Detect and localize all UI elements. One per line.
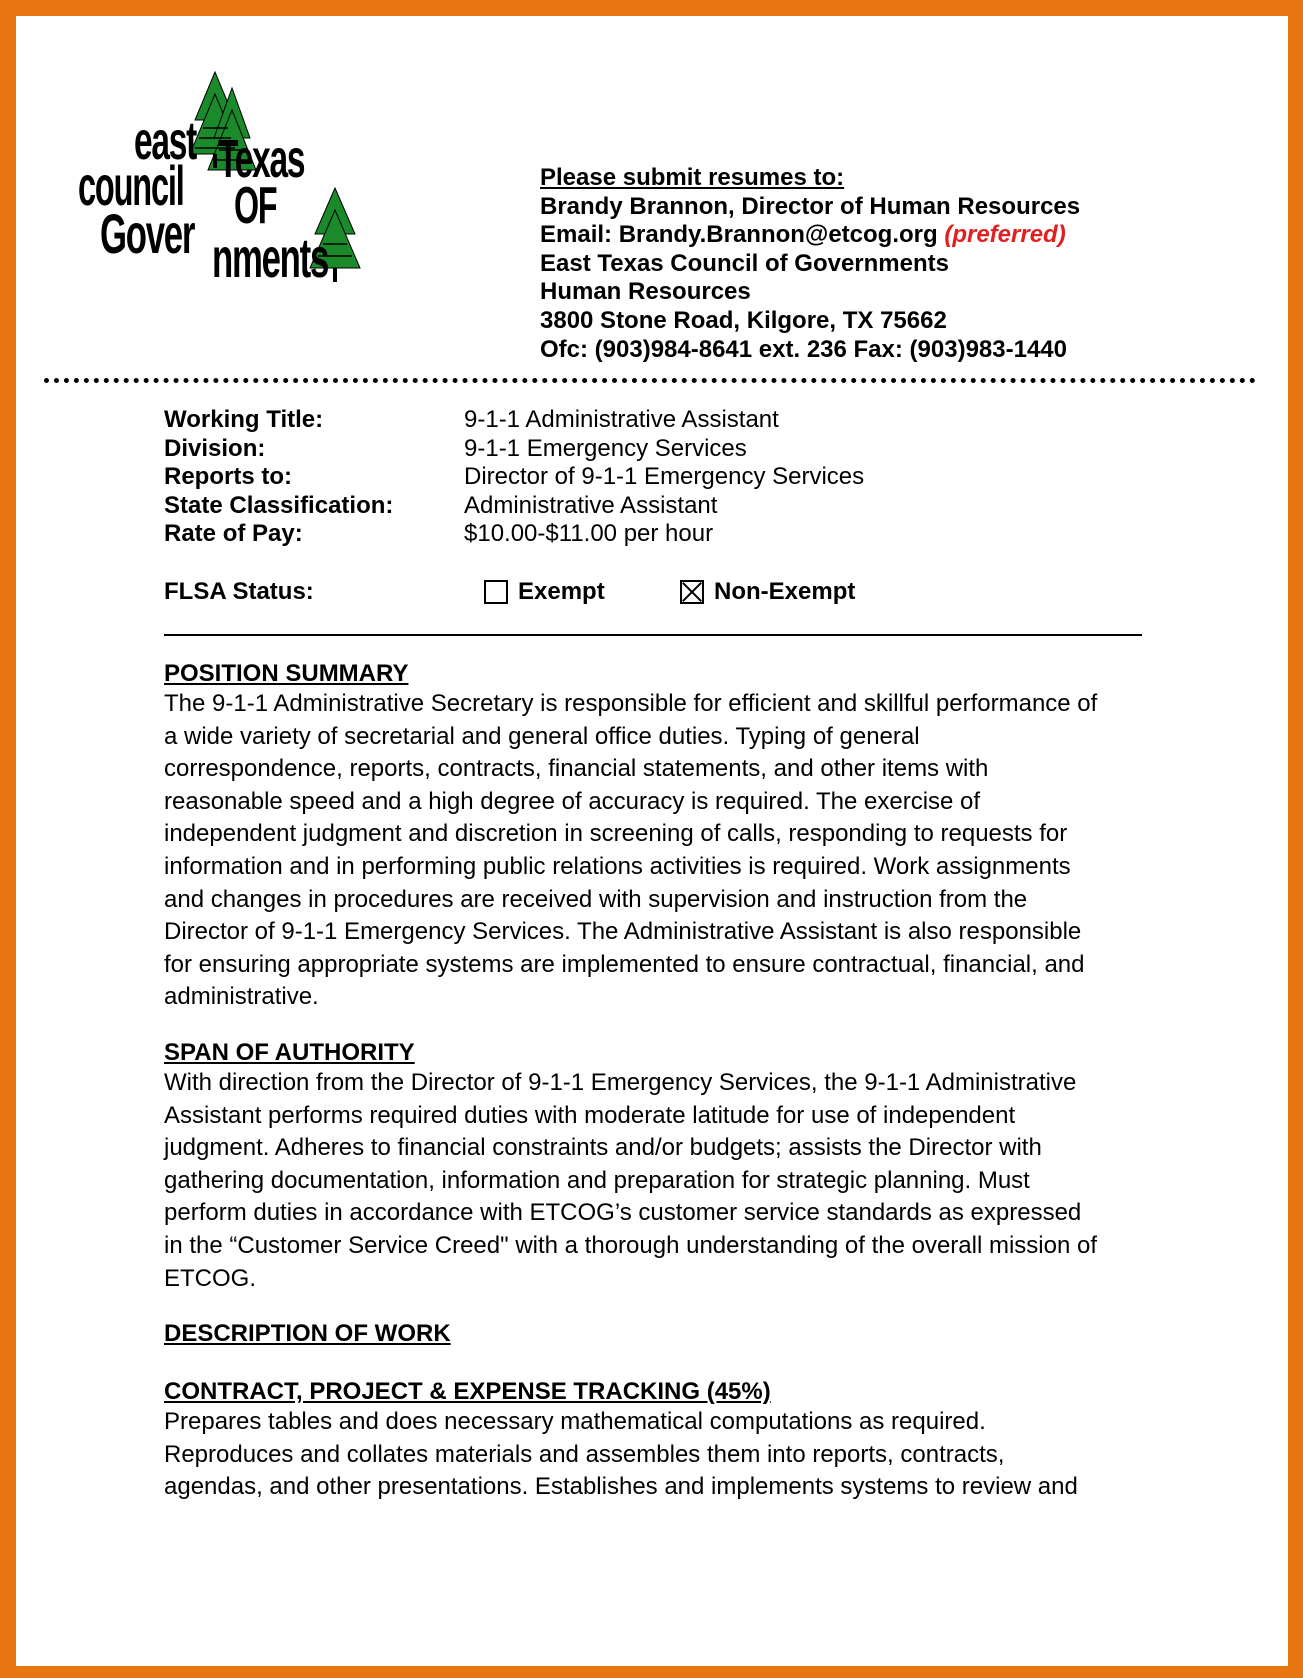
span-of-authority-heading: SPAN OF AUTHORITY: [164, 1039, 415, 1066]
logo-word-gover: Gover: [100, 202, 195, 265]
document-page: [16, 16, 1288, 1666]
authority-line: Assistant performs required duties with moderate latitude for use of independent: [164, 1101, 1016, 1129]
info-row: [164, 492, 864, 521]
info-value: 9-1-1 Administrative Assistant: [464, 406, 779, 433]
exempt-checkbox[interactable]: [484, 580, 508, 604]
non-exempt-label: Non-Exempt: [714, 578, 856, 605]
info-value: Administrative Assistant: [464, 491, 718, 519]
summary-line: for ensuring appropriate systems are implemented to ensure contractual, financial, and: [164, 950, 1085, 978]
logo-word-of: OF: [234, 177, 277, 235]
description-of-work-heading: DESCRIPTION OF WORK: [164, 1320, 451, 1347]
logo-word-texas: Texas: [218, 129, 305, 189]
summary-line: administrative.: [164, 983, 319, 1011]
dotted-divider: [44, 378, 1256, 383]
contract-tracking-heading: CONTRACT, PROJECT & EXPENSE TRACKING (45%): [164, 1378, 771, 1405]
summary-line: a wide variety of secretarial and general office duties. Typing of general: [164, 722, 920, 750]
authority-line: judgment. Adheres to financial constraints and/or budgets; assists the Director with: [164, 1134, 1042, 1162]
description-of-work-section: [164, 1320, 1154, 1348]
info-value: $10.00-$11.00 per hour: [464, 520, 714, 548]
section-divider: [164, 634, 1142, 636]
contract-line: agendas, and other presentations. Establishes and implements systems to review and: [164, 1473, 1078, 1501]
span-of-authority-section: [164, 1039, 1154, 1295]
contact-email[interactable]: Email: Brandy.Brannon@etcog.org: [540, 221, 945, 249]
job-info: [164, 406, 864, 549]
contract-line: Reproduces and collates materials and assembles them into reports, contracts,: [164, 1440, 1005, 1468]
contact-address: 3800 Stone Road, Kilgore, TX 75662: [540, 306, 947, 334]
info-label: State Classification:: [164, 491, 394, 519]
contract-tracking-section: [164, 1378, 1154, 1504]
etcog-logo: [78, 58, 378, 308]
position-summary-section: [164, 660, 1154, 1014]
contact-email-line: [540, 221, 1080, 250]
info-value: 9-1-1 Emergency Services: [464, 434, 747, 462]
info-label: Reports to:: [164, 463, 292, 491]
position-summary-heading: POSITION SUMMARY: [164, 660, 409, 687]
info-row: [164, 520, 864, 549]
authority-line: gathering documentation, information and preparation for strategic planning. Must: [164, 1166, 1030, 1194]
contact-org: East Texas Council of Governments: [540, 249, 949, 277]
info-label: Division:: [164, 434, 266, 462]
summary-line: The 9-1-1 Administrative Secretary is responsible for efficient and skillful performance of: [164, 690, 1098, 717]
info-row: [164, 435, 864, 464]
contact-name: Brandy Brannon, Director of Human Resources: [540, 192, 1081, 220]
summary-line: Director of 9-1-1 Emergency Services. The Administrative Assistant is also responsible: [164, 918, 1082, 946]
non-exempt-option[interactable]: [680, 578, 855, 606]
summary-line: and changes in procedures are received with supervision and instruction from the: [164, 885, 1028, 913]
exempt-label: Exempt: [518, 578, 605, 605]
summary-line: correspondence, reports, contracts, financial statements, and other items with: [164, 755, 989, 783]
logo-word-nments: nments: [212, 226, 329, 289]
logo-word-council: council: [78, 154, 184, 217]
submit-heading: Please submit resumes to:: [540, 164, 845, 191]
logo-word-east: east: [134, 111, 197, 171]
contact-phone: Ofc: (903)984-8641 ext. 236 Fax: (903)983-1440: [540, 335, 1067, 363]
contact-dept: Human Resources: [540, 278, 751, 306]
contract-line: Prepares tables and does necessary mathematical computations as required.: [164, 1408, 986, 1435]
exempt-option[interactable]: [484, 578, 680, 606]
summary-line: information and in performing public relations activities is required. Work assignments: [164, 852, 1071, 880]
info-row: [164, 406, 864, 435]
info-row: [164, 463, 864, 492]
summary-line: reasonable speed and a high degree of accuracy is required. The exercise of: [164, 787, 981, 815]
summary-line: independent judgment and discretion in screening of calls, responding to requests for: [164, 820, 1068, 848]
authority-line: perform duties in accordance with ETCOG’s customer service standards as expressed: [164, 1199, 1082, 1227]
info-value: Director of 9-1-1 Emergency Services: [464, 463, 865, 491]
flsa-label: FLSA Status:: [164, 578, 314, 605]
email-preferred-note: (preferred): [944, 221, 1066, 249]
non-exempt-checkbox[interactable]: [680, 580, 704, 604]
authority-line: in the “Customer Service Creed" with a thorough understanding of the overall mission of: [164, 1231, 1097, 1259]
authority-line: ETCOG.: [164, 1264, 257, 1292]
contact-block: [540, 164, 1080, 364]
authority-line: With direction from the Director of 9-1-1 Emergency Services, the 9-1-1 Administrative: [164, 1069, 1077, 1096]
flsa-status: [164, 578, 855, 606]
info-label: Working Title:: [164, 406, 324, 433]
info-label: Rate of Pay:: [164, 520, 303, 548]
